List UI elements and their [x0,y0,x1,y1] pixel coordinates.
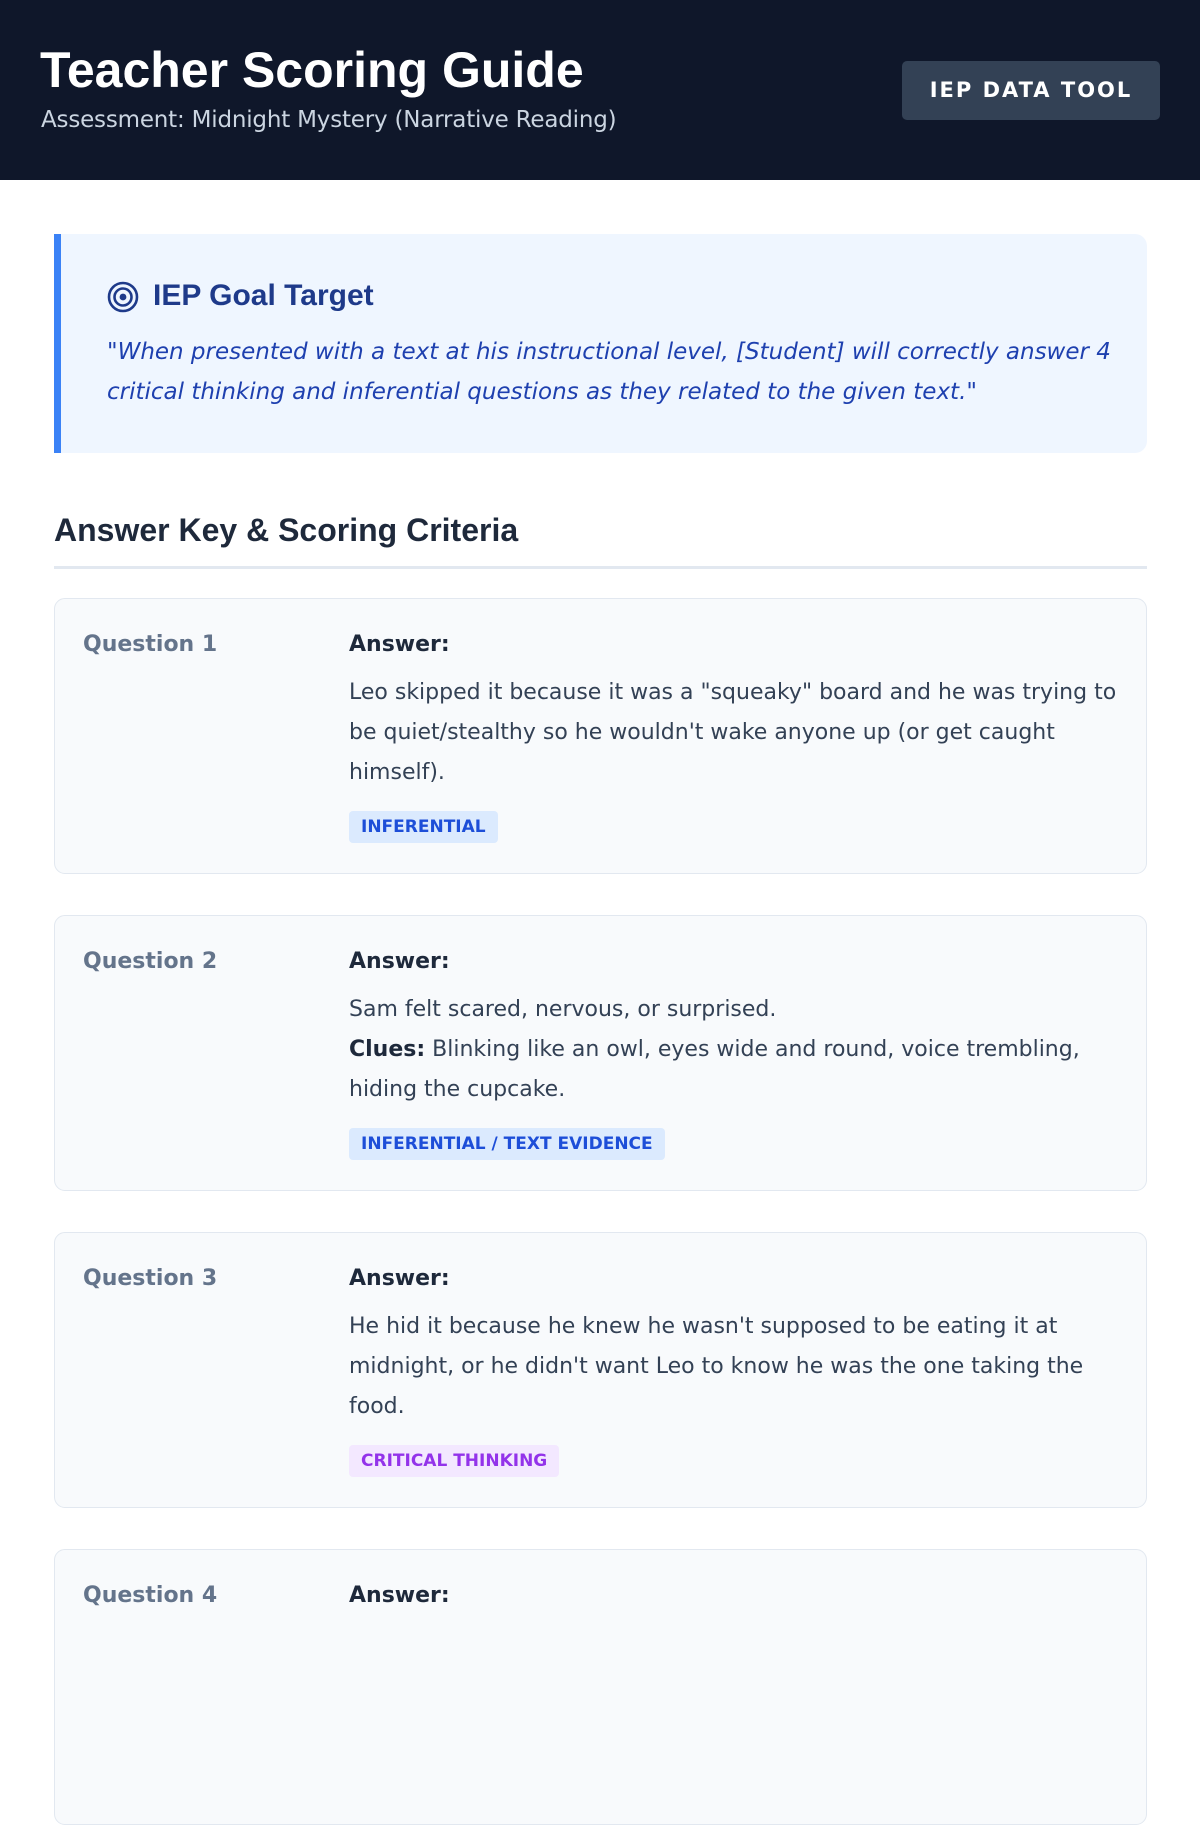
goal-quote: "When presented with a text at his instructional level, [Student] will correctly answer 4 critical thinking and inferential questions as they related to the given text." [107,339,1111,405]
question-card-3 [54,1232,1147,1508]
clues-value: Blinking like an owl, eyes wide and round, voice trembling, hiding the cupcake. [349,1037,1080,1102]
question-label: Question 4 [83,1583,218,1608]
answer-label: Answer: [349,632,450,657]
question-label: Question 3 [83,1266,218,1291]
iep-data-tool-button[interactable]: IEP DATA TOOL [902,61,1160,120]
goal-heading: IEP Goal Target [153,279,374,312]
answer-label: Answer: [349,1266,450,1291]
answer-label: Answer: [349,949,450,974]
iep-goal-panel [54,234,1147,453]
question-label: Question 2 [83,949,218,974]
question-label: Question 1 [83,632,218,657]
question-card-1 [54,598,1147,874]
section-divider [54,566,1147,569]
section-title: Answer Key & Scoring Criteria [54,512,519,548]
question-type-badge: INFERENTIAL / TEXT EVIDENCE [349,1128,665,1160]
question-card-2 [54,915,1147,1191]
question-type-badge: INFERENTIAL [349,811,498,843]
question-card-4 [54,1549,1147,1825]
answer-block [349,990,1119,1110]
answer-text: Sam felt scared, nervous, or surprised. [349,997,777,1022]
answer-text: Leo skipped it because it was a "squeaky" board and he was trying to be quiet/stealthy so he wouldn't wake anyone up (or get caught himself). [349,680,1117,785]
page-title: Teacher Scoring Guide [40,42,584,98]
target-icon [107,281,139,313]
clues-text [349,1030,1119,1110]
answer-text: He hid it because he knew he wasn't supposed to be eating it at midnight, or he didn't want Leo to know he was the one taking the food. [349,1314,1084,1419]
page-header [0,0,1200,180]
assessment-subtitle: Assessment: Midnight Mystery (Narrative Reading) [41,107,617,133]
clues-label: Clues: [349,1037,426,1062]
answer-label: Answer: [349,1583,450,1608]
question-type-badge: CRITICAL THINKING [349,1445,559,1477]
